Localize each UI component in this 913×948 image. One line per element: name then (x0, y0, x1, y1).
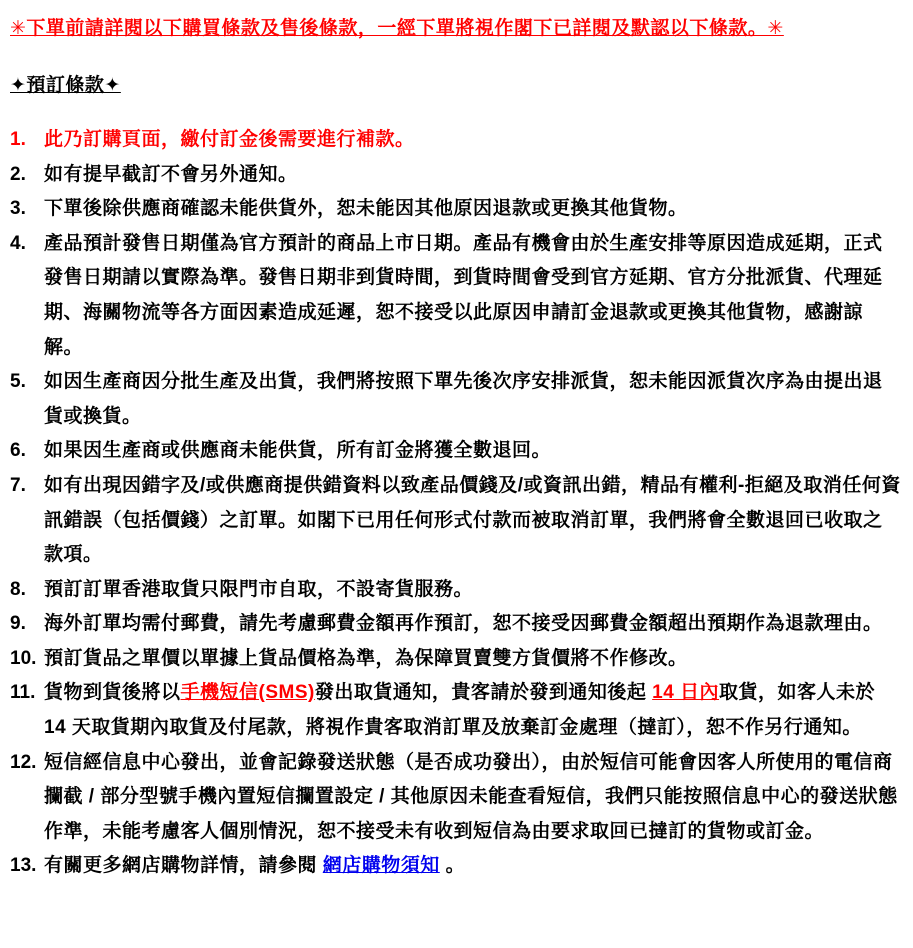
item-text (44, 849, 901, 884)
term-item-12 (10, 746, 901, 850)
item-number: 1. (10, 129, 26, 151)
item-text (44, 573, 901, 608)
item-text (44, 469, 901, 573)
item-number: 12. (10, 751, 37, 773)
term-item-10 (10, 642, 901, 677)
text-segment: 14 日內 (652, 682, 720, 704)
term-item-3 (10, 192, 901, 227)
text-segment: 如因生產商因分批生產及出貨，我們將按照下單先後次序安排派貨，恕未能因派貨次序為由提出退貨或換貨。 (44, 371, 883, 427)
text-segment: 如果因生產商或供應商未能供貨，所有訂金將獲全數退回。 (44, 440, 552, 462)
text-segment: 發出取貨通知，貴客請於發到通知後起 (314, 682, 653, 704)
item-text (44, 227, 901, 365)
term-item-7 (10, 469, 901, 573)
item-number: 13. (10, 855, 37, 877)
terms-list (10, 123, 901, 884)
item-text (44, 607, 901, 642)
item-text (44, 434, 901, 469)
item-text (44, 365, 901, 434)
text-segment: 。 (439, 855, 466, 877)
item-number: 9. (10, 613, 26, 635)
term-item-5 (10, 365, 901, 434)
text-segment: 取貨，如客人未於 14 天取貨期內取貨及付尾款，將視作貴客取消訂單及放棄訂金處理（撻訂），恕不作另行通知。 (44, 682, 876, 738)
item-number: 11. (10, 682, 36, 704)
item-text (44, 158, 901, 193)
text-segment: 產品預計發售日期僅為官方預計的商品上市日期。產品有機會由於生產安排等原因造成延期，正式發售日期請以實際為準。發售日期非到貨時間，到貨時間會受到官方延期、官方分批派貨、代理延期、海關物流等各方面因素造成延遲，恕不接受以此原因申請訂金退款或更換其他貨物，感謝諒解。 (44, 232, 883, 358)
section-title-preorder-terms: ✦預訂條款✦ (10, 74, 121, 96)
item-text (44, 676, 901, 745)
text-segment: 如有提早截訂不會另外通知。 (44, 163, 298, 185)
text-segment: 如有出現因錯字及/或供應商提供錯資料以致產品價錢及/或資訊出錯，精品有權利-拒絕及取消任何資訊錯誤（包括價錢）之訂單。如閣下已用任何形式付款而被取消訂單，我們將會全數退回已收取之款項。 (44, 474, 901, 566)
item-number: 6. (10, 440, 26, 462)
item-text (44, 642, 901, 677)
text-segment: 預訂訂單香港取貨只限門市自取，不設寄貨服務。 (44, 578, 474, 600)
purchase-terms-warning-header: ✳下單前請詳閱以下購買條款及售後條款，一經下單將視作閣下已詳閱及默認以下條款。✳ (10, 18, 784, 39)
shop-notice-link[interactable]: 網店購物須知 (322, 855, 440, 877)
item-number: 4. (10, 232, 26, 254)
term-item-6 (10, 434, 901, 469)
text-segment: 預訂貨品之單價以單據上貨品價格為準，為保障買賣雙方貨價將不作修改。 (44, 647, 688, 669)
text-segment: 手機短信(SMS) (180, 682, 315, 704)
item-number: 3. (10, 198, 26, 220)
item-number: 2. (10, 163, 26, 185)
term-item-4 (10, 227, 901, 365)
term-item-11 (10, 676, 901, 745)
item-text (44, 192, 901, 227)
term-item-1 (10, 123, 901, 158)
item-number: 10. (10, 647, 37, 669)
text-segment: 此乃訂購頁面，繳付訂金後需要進行補款。 (44, 129, 415, 151)
term-item-8 (10, 573, 901, 608)
text-segment: 下單後除供應商確認未能供貨外，恕未能因其他原因退款或更換其他貨物。 (44, 198, 688, 220)
item-number: 7. (10, 474, 26, 496)
term-item-2 (10, 158, 901, 193)
text-segment: 短信經信息中心發出，並會記錄發送狀態（是否成功發出），由於短信可能會因客人所使用的電信商攔截 / 部分型號手機內置短信攔置設定 / 其他原因未能查看短信，我們只能按照信息中心的發送狀態作準，未能考慮客人個別情況，恕不接受未有收到短信為由要求取回已撻訂的貨物或訂金。 (44, 751, 898, 842)
text-segment: 有關更多網店購物詳情，請參閱 (44, 855, 323, 877)
item-number: 8. (10, 578, 26, 600)
text-segment: 貨物到貨後將以 (44, 682, 181, 704)
item-number: 5. (10, 371, 26, 393)
item-text (44, 123, 901, 158)
text-segment: 海外訂單均需付郵費，請先考慮郵費金額再作預訂，恕不接受因郵費金額超出預期作為退款理由。 (44, 613, 883, 635)
term-item-13 (10, 849, 901, 884)
item-text (44, 746, 901, 850)
term-item-9 (10, 607, 901, 642)
